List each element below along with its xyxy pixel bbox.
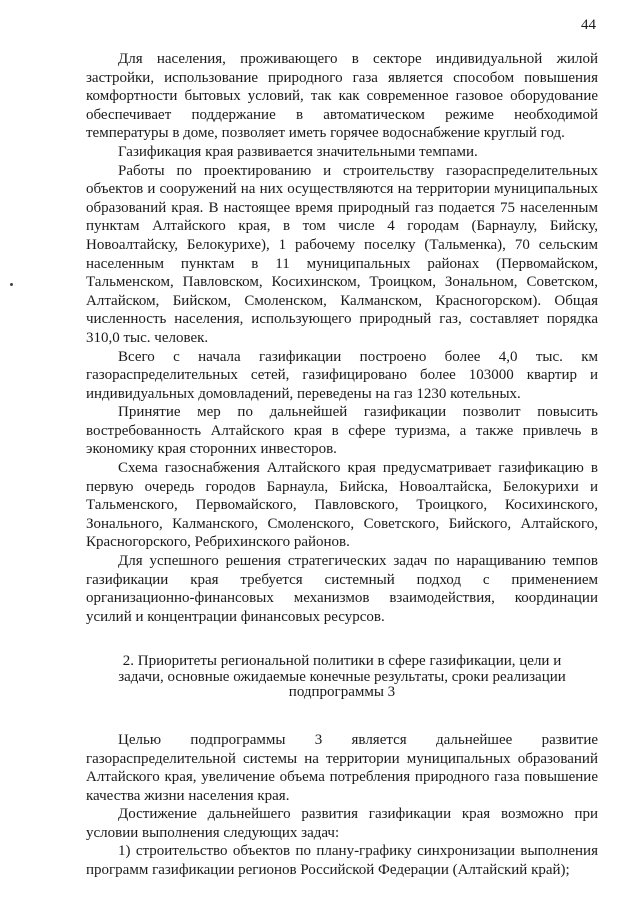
paragraph: Работы по проектированию и строительству газораспределительных объектов и сооружений на них осуществляются на территории муниципальных образований края. В настоящее время природный газ подается 75 населенным пунктам Алтайского края, в том числе 4 городам (Барнаулу, Бийску, Новоалтайску, Белокурихе), 1 рабочему поселку (Тальменка), 70 сельским населенным пунктам в 11 муниципальных районах (Первомайском, Тальменском, Павловском, Косихинском, Троицком, Зональном, Советском, Алтайском, Бийском, Смоленском, Калманском, Красногорском). Общая численность населения, использующего природный газ, составляет порядка 310,0 тыс. человек. — [86, 162, 598, 346]
paragraph: 1) строительство объектов по плану-графику синхронизации выполнения программ газификации регионов Российской Федерации (Алтайский край); — [86, 843, 598, 879]
body-text-top — [86, 50, 598, 626]
paragraph: Принятие мер по дальнейшей газификации позволит повысить востребованность Алтайского края в сфере туризма, а также привлечь в экономику края сторонних инвесторов. — [86, 404, 598, 458]
body-text-bottom — [86, 731, 598, 880]
page-number: 44 — [581, 17, 596, 33]
paragraph: Достижение дальнейшего развития газификации края возможно при условии выполнения следующих задач: — [86, 806, 598, 841]
paragraph: Для успешного решения стратегических задач по наращиванию темпов газификации края требуется системный подход с применением организационно-финансовых механизмов взаимодействия, координации усилий и концентрации финансовых ресурсов. — [86, 553, 598, 625]
scan-speck — [10, 283, 13, 286]
paragraph: Схема газоснабжения Алтайского края предусматривает газификацию в первую очередь городов Барнаула, Бийска, Новоалтайска, Белокурихи и Тальменского, Первомайского, Павловского, Троицкого, Косихинского, Зонального, Калманского, Смоленского, Советского, Бийского, Алтайского, Красногорского, Ребрихинского районов. — [86, 460, 598, 551]
paragraph: Газификация края развивается значительными темпами. — [118, 143, 478, 160]
paragraph: Всего с начала газификации построено более 4,0 тыс. км газораспределительных сетей, газифицировано более 103000 квартир и индивидуальных домовладений, переведены на газ 1230 котельных. — [86, 348, 598, 402]
paragraph: Для населения, проживающего в секторе индивидуальной жилой застройки, использование природного газа является способом повышения комфортности бытовых условий, так как современное газовое оборудование обеспечивает поддержание в автоматическом режиме необходимой температуры в доме, позволяет иметь горячее водоснабжение круглый год. — [86, 51, 598, 142]
paragraph: Целью подпрограммы 3 является дальнейшее развитие газораспределительной системы на территории муниципальных образований Алтайского края, увеличение объема потребления природного газа повышение качества жизни населения края. — [86, 731, 598, 804]
section-heading: 2. Приоритеты региональной политики в сфере газификации, цели и задачи, основные ожидаемые конечные результаты, сроки реализации подпрограммы 3 — [118, 653, 566, 701]
